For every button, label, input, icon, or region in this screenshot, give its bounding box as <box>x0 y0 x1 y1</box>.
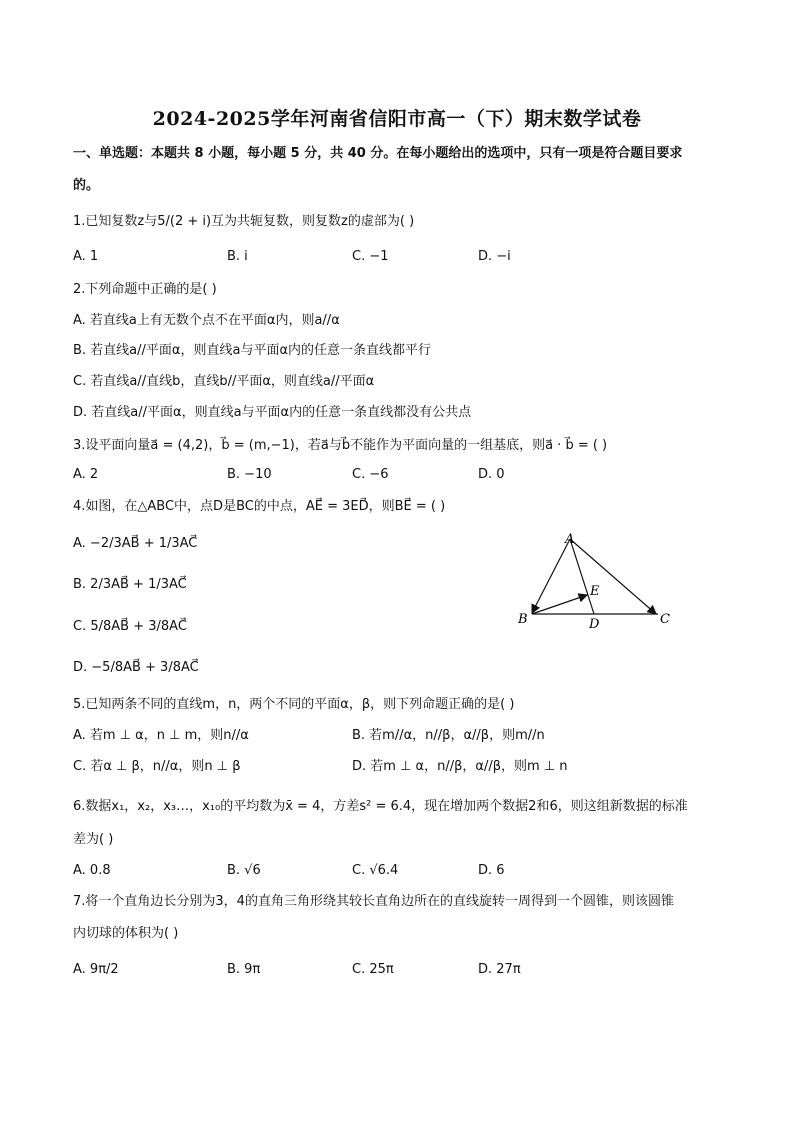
question-2-option-b: B. 若直线a//平面α，则直线a与平面α内的任意一条直线都平行 <box>73 343 432 358</box>
question-3-option-a: A. 2 <box>73 467 99 482</box>
question-2-stem: 2.下列命题中正确的是( ) <box>73 282 217 297</box>
question-5-stem: 5.已知两条不同的直线m，n，两个不同的平面α，β，则下列命题正确的是( ) <box>73 697 515 712</box>
question-2-option-d: D. 若直线a//平面α，则直线a与平面α内的任意一条直线都没有公共点 <box>73 405 472 420</box>
question-4-option-d: D. −5/8AB⃗ + 3/8AC⃗ <box>73 660 199 675</box>
question-6-option-a: A. 0.8 <box>73 863 111 878</box>
section-header-line1: 一、单选题：本题共 8 小题，每小题 5 分，共 40 分。在每小题给出的选项中，只有一项是符合题目要求 <box>73 146 683 161</box>
question-1-option-d: D. −i <box>478 249 511 264</box>
question-7-stem-line2: 内切球的体积为( ) <box>73 926 179 941</box>
question-5-option-c: C. 若α ⊥ β，n//α，则n ⊥ β <box>73 759 241 774</box>
question-5-option-d: D. 若m ⊥ α，n//β，α//β，则m ⊥ n <box>352 759 568 774</box>
question-6-option-c: C. √6.4 <box>352 863 399 878</box>
triangle-figure <box>512 530 682 632</box>
question-1-option-c: C. −1 <box>352 249 389 264</box>
question-6-option-b: B. √6 <box>227 863 261 878</box>
question-7-option-c: C. 25π <box>352 962 394 977</box>
question-1-stem: 1.已知复数z与5/(2 + i)互为共轭复数，则复数z的虚部为( ) <box>73 214 415 229</box>
segment-ab <box>532 539 570 613</box>
question-7-option-d: D. 27π <box>478 962 521 977</box>
question-1-option-b: B. i <box>227 249 248 264</box>
label-e: E <box>590 584 600 599</box>
question-7-option-a: A. 9π/2 <box>73 962 119 977</box>
label-a: A <box>565 532 575 547</box>
question-2-option-a: A. 若直线a上有无数个点不在平面α内，则a//α <box>73 313 340 328</box>
question-6-option-d: D. 6 <box>478 863 505 878</box>
question-3-option-d: D. 0 <box>478 467 505 482</box>
question-7-option-b: B. 9π <box>227 962 261 977</box>
question-4-option-c: C. 5/8AB⃗ + 3/8AC⃗ <box>73 619 187 634</box>
question-5-option-b: B. 若m//α，n//β，α//β，则m//n <box>352 728 545 743</box>
question-2-option-c: C. 若直线a//直线b，直线b//平面α，则直线a//平面α <box>73 374 375 389</box>
question-3-option-c: C. −6 <box>352 467 389 482</box>
question-6-stem-line2: 差为( ) <box>73 832 114 847</box>
label-d: D <box>589 617 600 632</box>
exam-title: 2024-2025学年河南省信阳市高一（下）期末数学试卷 <box>152 108 642 130</box>
section-header-line2: 的。 <box>73 178 100 193</box>
question-4-stem: 4.如图，在△ABC中，点D是BC的中点，AE⃗ = 3ED⃗，则BE⃗ = ( ) <box>73 499 446 514</box>
question-7-stem-line1: 7.将一个直角边长分别为3，4的直角三角形绕其较长直角边所在的直线旋转一周得到一个圆锥，则该圆锥 <box>73 894 674 909</box>
label-c: C <box>660 612 670 627</box>
question-5-option-a: A. 若m ⊥ α，n ⊥ m，则n//α <box>73 728 249 743</box>
question-4-option-b: B. 2/3AB⃗ + 1/3AC⃗ <box>73 577 187 592</box>
question-6-stem-line1: 6.数据x₁，x₂，x₃…，x₁₀的平均数为x̄ = 4，方差s² = 6.4，现在增加两个数据2和6，则这组新数据的标准 <box>73 799 688 814</box>
question-1-option-a: A. 1 <box>73 249 99 264</box>
label-b: B <box>518 612 528 627</box>
segment-ac <box>570 539 656 614</box>
question-3-option-b: B. −10 <box>227 467 272 482</box>
question-3-stem: 3.设平面向量a⃗ = (4,2)，b⃗ = (m,−1)，若a⃗与b⃗不能作为平面向量的一组基底，则a⃗ · b⃗ = ( ) <box>73 438 608 453</box>
question-4-option-a: A. −2/3AB⃗ + 1/3AC⃗ <box>73 536 198 551</box>
